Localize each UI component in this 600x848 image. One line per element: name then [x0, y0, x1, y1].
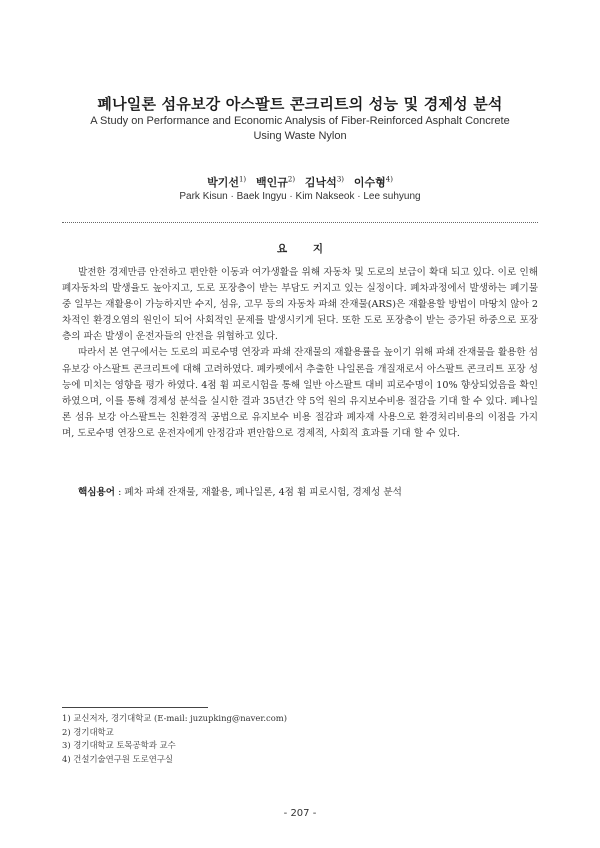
- authors-korean: [0, 174, 600, 190]
- page-number: - 207 -: [283, 808, 317, 819]
- title-korean: 폐나일론 섬유보강 아스팔트 콘크리트의 성능 및 경제성 분석: [97, 95, 503, 113]
- abstract-heading: 요 지: [277, 243, 323, 255]
- keywords-text: 폐차 파쇄 잔재물, 재활용, 폐나일론, 4점 휨 피로시험, 경제성 분석: [124, 487, 402, 498]
- author-3: 김낙석$^{3)}$: [304, 175, 344, 189]
- title-english: [80, 114, 520, 144]
- author-4: 이수형$^{4)}$: [353, 175, 393, 189]
- footnotes: [62, 712, 538, 766]
- footnote-4: 4) 건설기술연구원 도로연구실: [62, 753, 174, 764]
- author-1: 박기선$^{1)}$: [207, 175, 247, 189]
- section-divider: [62, 222, 538, 223]
- abstract-paragraph-2: 따라서 본 연구에서는 도로의 피로수명 연장과 파쇄 잔재물의 재활용률을 높이기 위해 파쇄 잔재물을 활용한 섬유보강 아스팔트 콘크리트에 대해 고려하였다. 폐카펫에서 추출한 나일론을 개질재로서 아스팔트 콘크리트 포장 성능에 미치는 영향을 평가 하였다. 4점 휨 피로시험을 통해 일반 아스팔트 대비 피로수명이 10% 향상되었음을 확인 하였으며, 이를 통해 경제성 분석을 실시한 결과 35년간 약 5억 원의 유지보수비용 절감을 기대 할 수 있다. 폐나일론 섬유 보강 아스팔트는 친환경적 공법으로 유지보수 비용 절감과 폐자재 사용으로 환경처리비용의 이점을 가지며, 도로수명 연장으로 운전자에게 안정감과 편안함으로 경제적, 사회적 효과를 기대 할 수 있다.: [62, 347, 538, 439]
- author-2: 백인규$^{2)}$: [256, 175, 296, 189]
- keywords-separator: :: [115, 487, 125, 498]
- title-english-line1: A Study on Performance and Economic Analysis of Fiber-Reinforced Asphalt Concrete: [90, 115, 510, 127]
- abstract-body: [62, 265, 538, 442]
- authors-english: Park Kisun · Baek Ingyu · Kim Nakseok · Lee suhyung: [179, 191, 421, 202]
- keywords: [78, 484, 538, 498]
- abstract-paragraph-1: 발전한 경제만큼 안전하고 편안한 이동과 여가생활을 위해 자동차 및 도로의 보급이 확대 되고 있다. 이로 인해 폐자동차의 발생율도 높아지고, 도로 포장층이 받는 부담도 커지고 있는 실정이다. 폐차과정에서 발생하는 폐기물 중 일부는 재활용이 가능하지만 수지, 섬유, 고무 등의 자동차 파쇄 잔재물(ARS)은 재활용할 방법이 마땅치 않아 2차적인 환경오염의 원인이 되어 사회적인 문제를 발생시키게 된다. 또한 도로 포장층이 받는 증가된 하중으로 포장층의 파손 발생이 운전자들의 안전을 위협하고 있다.: [62, 267, 538, 343]
- footnote-divider: [62, 707, 208, 708]
- footnote-1: 1) 교신저자, 경기대학교 (E-mail: juzupking@naver.com): [62, 713, 287, 723]
- footnote-3: 3) 경기대학교 토목공학과 교수: [62, 740, 176, 750]
- footnote-2: 2) 경기대학교: [62, 726, 114, 737]
- title-english-line2: Using Waste Nylon: [253, 130, 347, 142]
- keywords-label: 핵심용어: [78, 487, 116, 498]
